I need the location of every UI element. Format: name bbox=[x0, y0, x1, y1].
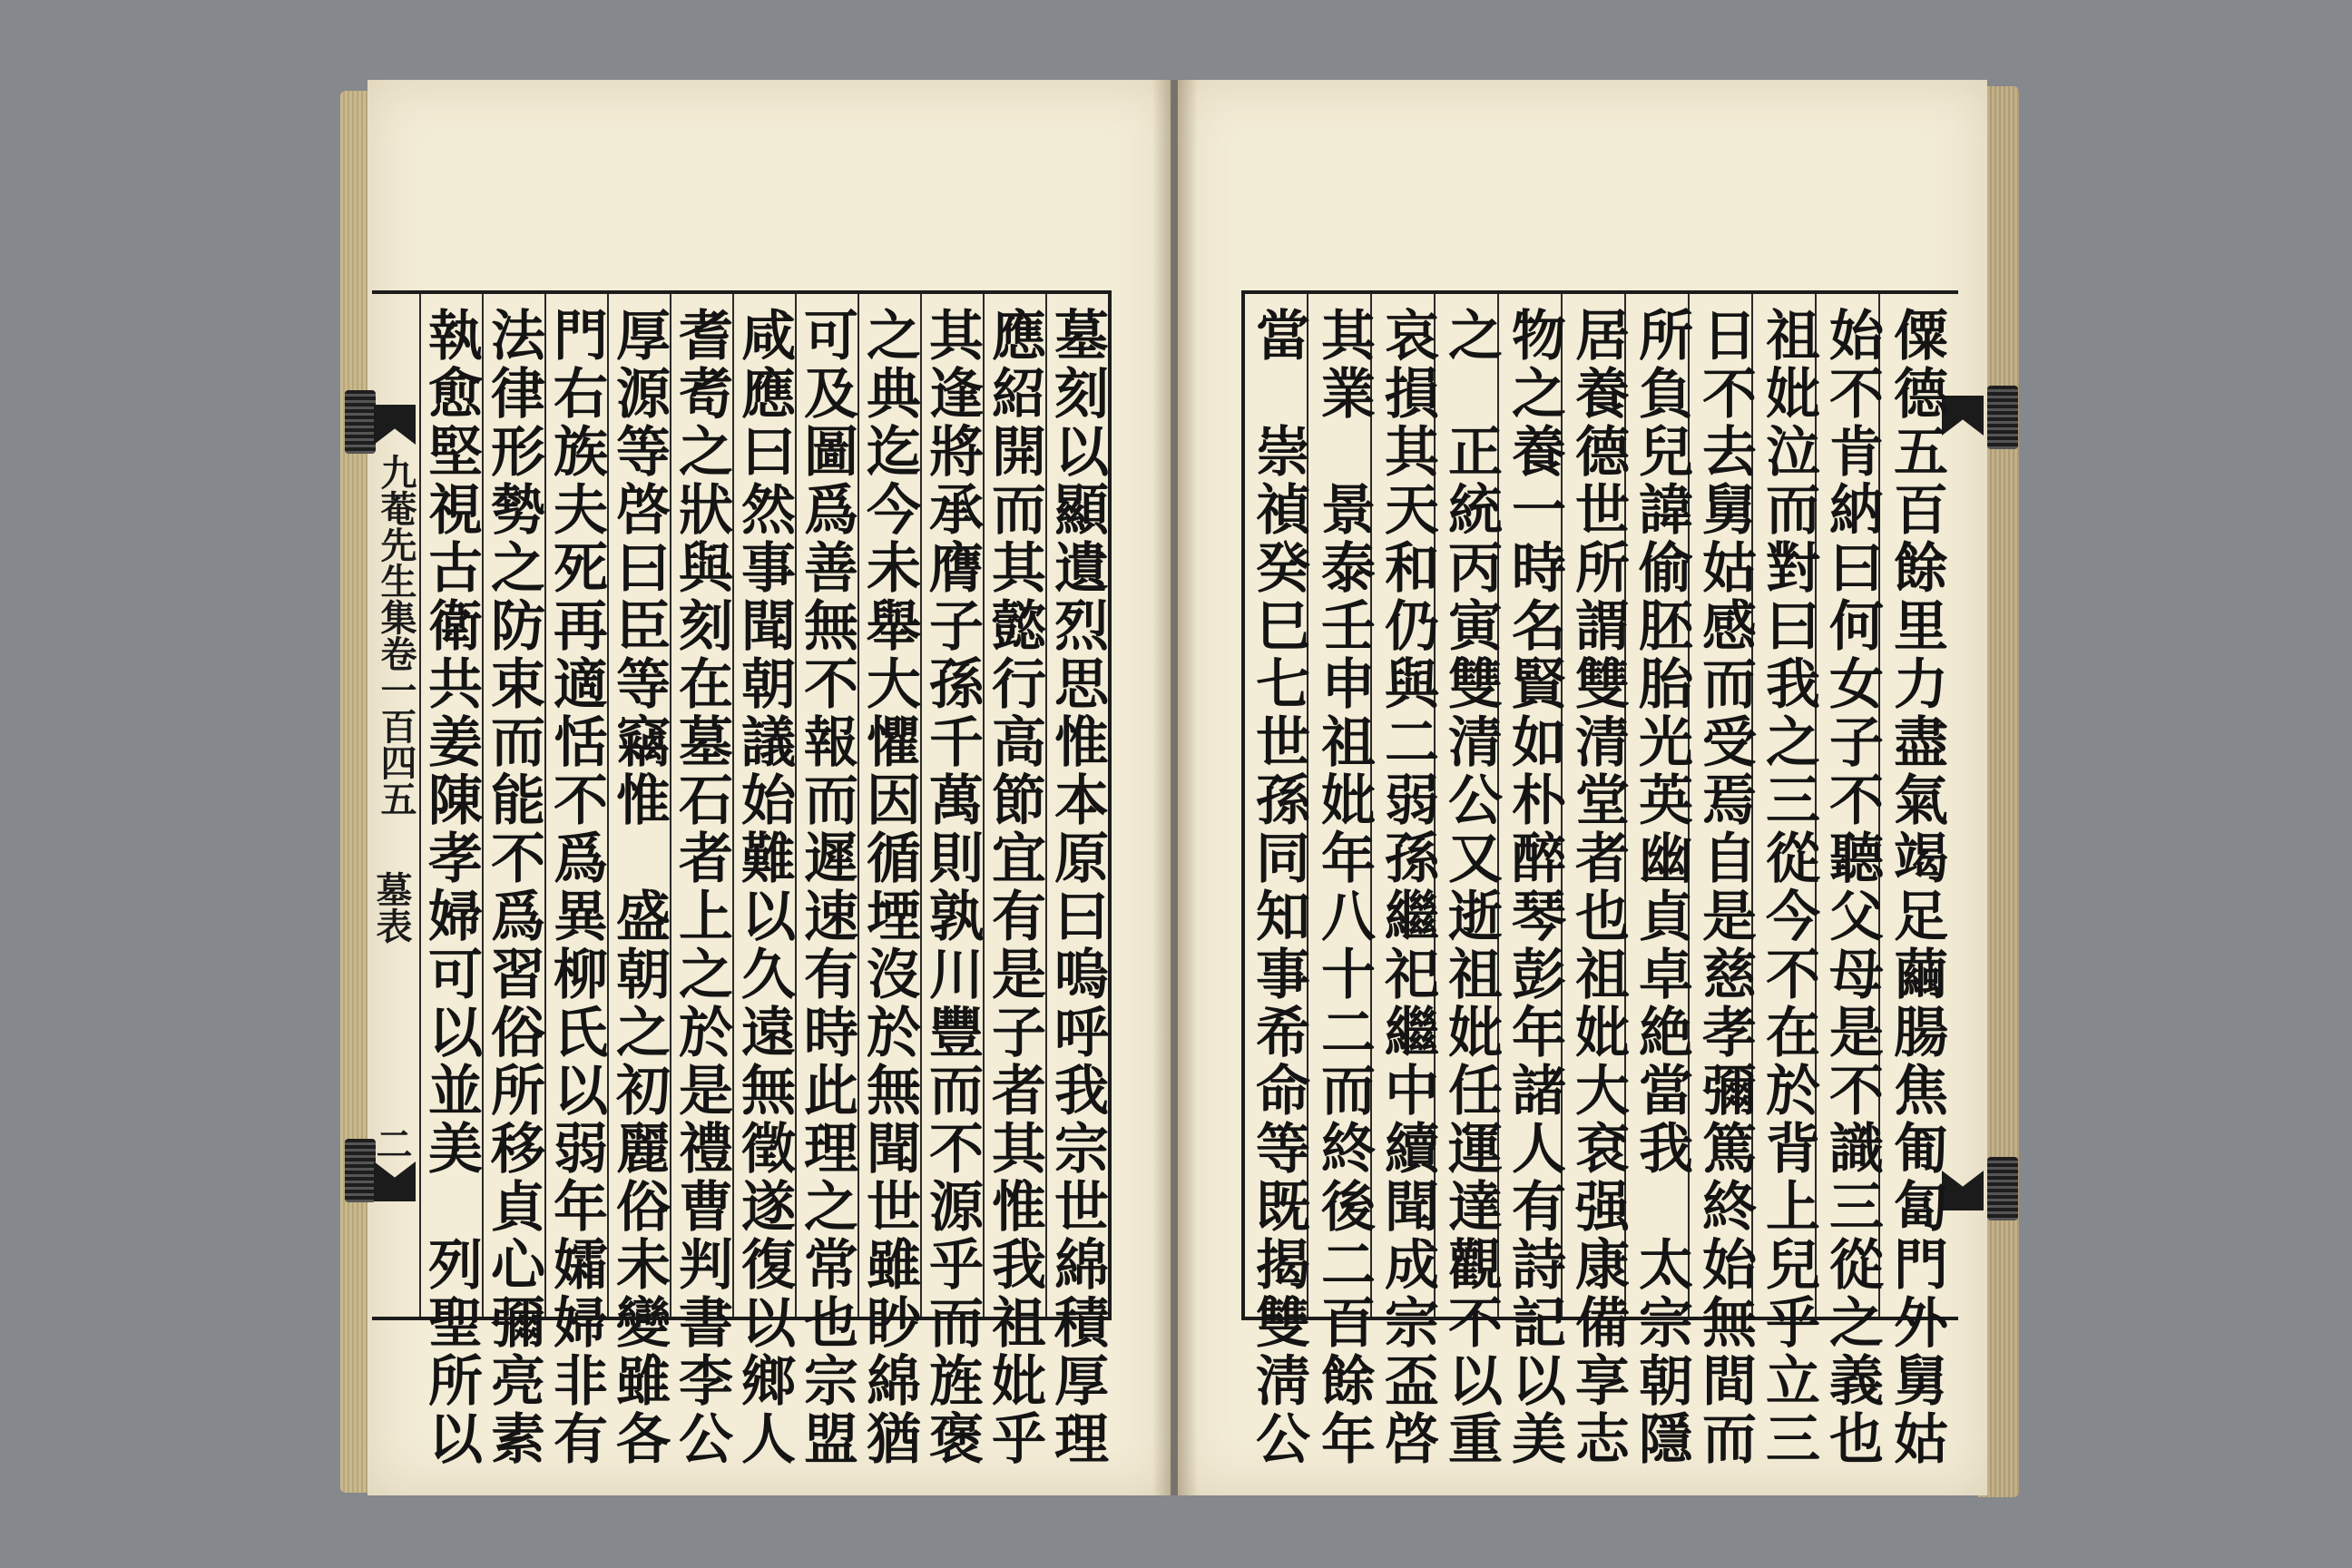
text-column: 其業 景泰壬申祖妣年八十二而終後二百餘年 bbox=[1312, 307, 1376, 1468]
text-column: 應紹開而其懿行高節宜有是子者其惟我祖妣乎 bbox=[983, 307, 1046, 1468]
text-column: 可及圖爲善無不報而遲速有時此理之常也宗盟 bbox=[795, 307, 858, 1468]
text-column: 居養德世所謂雙清堂者也祖妣大袞强康備享志 bbox=[1566, 307, 1630, 1468]
text-column: 之典迄今未舉大懼因循堙沒於無聞世雖眇綿猶 bbox=[858, 307, 921, 1468]
text-column: 始不肯納曰何女子不聽父母是不識三從之義也 bbox=[1820, 307, 1884, 1468]
collection-title: 九菴先生集卷一百四五 bbox=[375, 454, 417, 817]
text-column: 物之養一時名賢如朴醉琴彭年諸人有詩記以美 bbox=[1503, 307, 1566, 1468]
book-gutter bbox=[1152, 80, 1198, 1495]
binding-thread bbox=[345, 390, 376, 454]
text-column: 厚源等啓曰臣等竊惟 盛朝之初麗俗未變雖各 bbox=[607, 307, 671, 1468]
text-column: 祖妣泣而對曰我之三從今不在於背上兒乎立三 bbox=[1757, 307, 1820, 1468]
section-label: 墓表 bbox=[370, 871, 413, 944]
text-column: 墓刻以顯遺烈思惟本原曰嗚呼我宗世綿積厚理 bbox=[1045, 307, 1109, 1468]
binding-thread bbox=[1987, 386, 2018, 449]
text-column: 之 正統丙寅雙清公又逝祖妣任運達觀不以重 bbox=[1439, 307, 1503, 1468]
text-column: 其逢將承膺子孫千萬則孰川豐而不源乎而旌褒 bbox=[920, 307, 984, 1468]
text-column: 當 崇禎癸巳七世孫同知事希命等既揭雙淸公 bbox=[1247, 307, 1310, 1468]
page-number: 二 bbox=[370, 1125, 413, 1161]
text-column: 法律形勢之防束而能不爲習俗所移貞心彌亮素 bbox=[482, 307, 545, 1468]
text-column: 哀損其天和仍與二弱孫繼祀繼中續聞成宗盃啓 bbox=[1376, 307, 1439, 1468]
text-column: 所負兒諱偷胚胎光英幽貞卓絶當我 太宗朝隱 bbox=[1630, 307, 1693, 1468]
text-column: 日不去舅姑感而受焉自是慈孝彌篤終始無間而 bbox=[1693, 307, 1757, 1468]
binding-thread bbox=[1987, 1157, 2018, 1220]
text-column: 執愈堅視古衛共姜陳孝婦可以並美 列聖所以 bbox=[419, 307, 483, 1468]
text-column: 僳德五百餘里力盡氣竭足繭腸焦匍匐門外舅姑 bbox=[1885, 307, 1948, 1468]
text-column: 耆耉之狀與刻在墓石者上之於是禮曹判書李公 bbox=[670, 307, 733, 1468]
text-column: 門右族夫死再適恬不爲異柳氏以弱年孀婦非有 bbox=[544, 307, 608, 1468]
text-column: 咸應曰然事聞朝議始難以久遠無徵遂復以鄉人 bbox=[732, 307, 796, 1468]
